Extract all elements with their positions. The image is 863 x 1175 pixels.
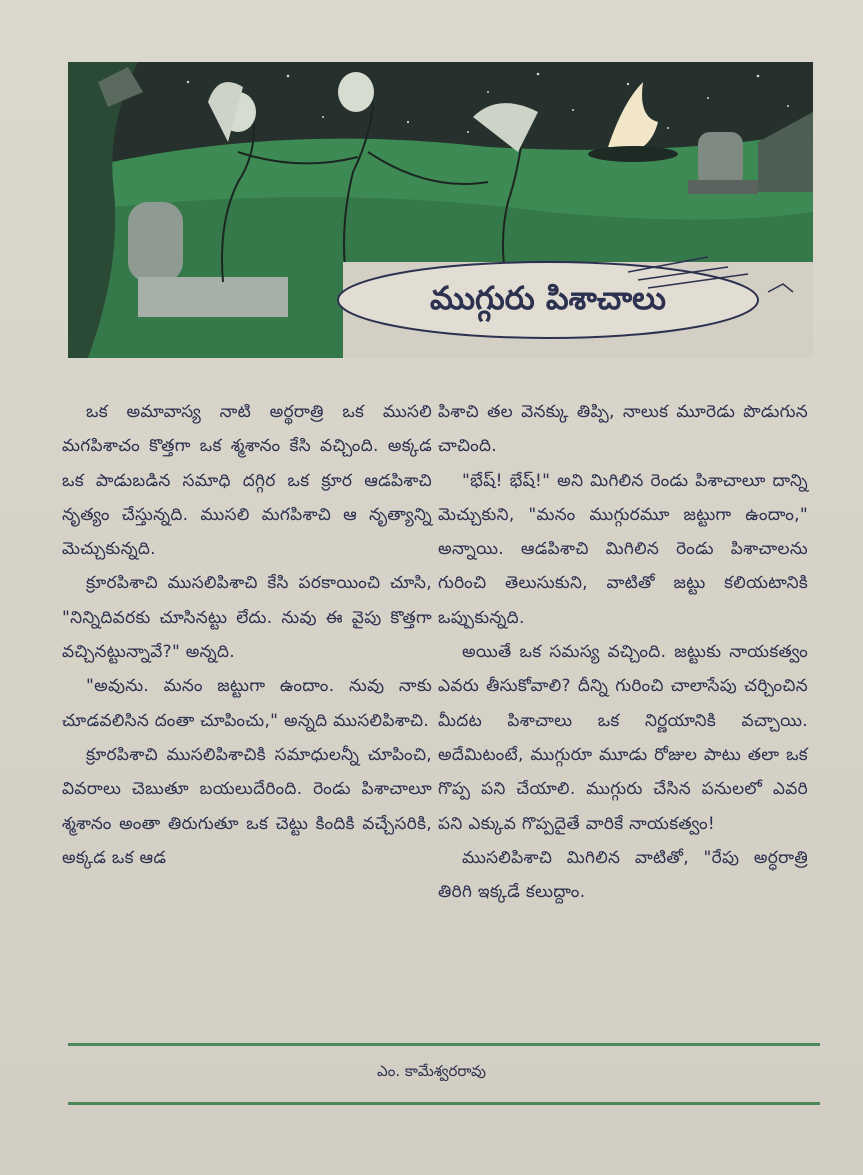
paragraph: ఒక అమావాస్య నాటి అర్థరాత్రి ఒక ముసలి మగపిశాచం కొత్తగా ఒక శ్మశానం కేసి వచ్చింది. అక్కడ ఒక పాడుబడిన సమాధి దగ్గిర ఒక క్రూర ఆడపిశాచి నృత్యం చేస్తున్నది. ముసలి మగపిశాచి ఆ నృత్యాన్ని మెచ్చుకున్నది. [62, 402, 432, 560]
story-right-column [438, 395, 808, 909]
paragraph: "భేష్! భేష్!" అని మిగిలిన రెండు పిశాచాలూ దాన్ని మెచ్చుకుని, "మనం ముగ్గురమూ జట్టుగా ఉందాం," అన్నాయి. ఆడపిశాచి మిగిలిన రెండు పిశాచాలను గురించి తెలుసుకుని, వాటితో జట్టు కలియటానికి ఒప్పుకున్నది. [438, 470, 808, 628]
divider-bottom [68, 1102, 820, 1105]
paragraph: క్రూరపిశాచి ముసలిపిశాచికి సమాధులన్నీ చూపించి, వివరాలు చెబుతూ బయలుదేరింది. రెండు పిశాచాలూ శ్మశానం అంతా తిరుగుతూ ఒక చెట్టు కిందికి వచ్చేసరికి, అక్కడ ఒక ఆడ [62, 744, 432, 868]
paragraph: "అవును. మనం జట్టుగా ఉందాం. నువు నాకు చూడవలిసిన దంతా చూపించు," అన్నది ముసలిపిశాచి. [62, 676, 432, 731]
story-left-column [62, 395, 432, 875]
divider-top [68, 1043, 820, 1046]
paragraph: పిశాచి తల వెనక్కు తిప్పి, నాలుక మూరెడు పొడుగున చాచింది. [438, 402, 808, 457]
graveyard-scene-image [68, 62, 813, 358]
paragraph: ముసలిపిశాచి మిగిలిన వాటితో, "రేపు అర్ధరాత్రి తిరిగి ఇక్కడే కలుద్దాం. [438, 847, 808, 903]
title-illustration [68, 62, 813, 358]
illustration-title: ముగ్గురు పిశాచాలు [430, 279, 666, 317]
author-byline: ఎం. కామేశ్వరరావు [377, 1062, 486, 1080]
paragraph: అయితే ఒక సమస్య వచ్చింది. జట్టుకు నాయకత్వం ఎవరు తీసుకోవాలి? దీన్ని గురించి చాలాసేపు చర్చించిన మీదట పిశాచాలు ఒక నిర్ణయానికి వచ్చాయి. అదేమిటంటే, ముగ్గురూ మూడు రోజుల పాటు తలా ఒక గొప్ప పని చేయాలి. ముగ్గురు చేసిన పనులలో ఎవరి పని ఎక్కువ గొప్పదైతే వారికే నాయకత్వం! [438, 642, 808, 834]
paragraph: క్రూరపిశాచి ముసలిపిశాచి కేసి పరకాయించి చూసి, "నిన్నిదివరకు చూసినట్టు లేదు. నువు ఈ వైపు కొత్తగా వచ్చినట్టున్నావే?" అన్నది. [62, 573, 432, 663]
